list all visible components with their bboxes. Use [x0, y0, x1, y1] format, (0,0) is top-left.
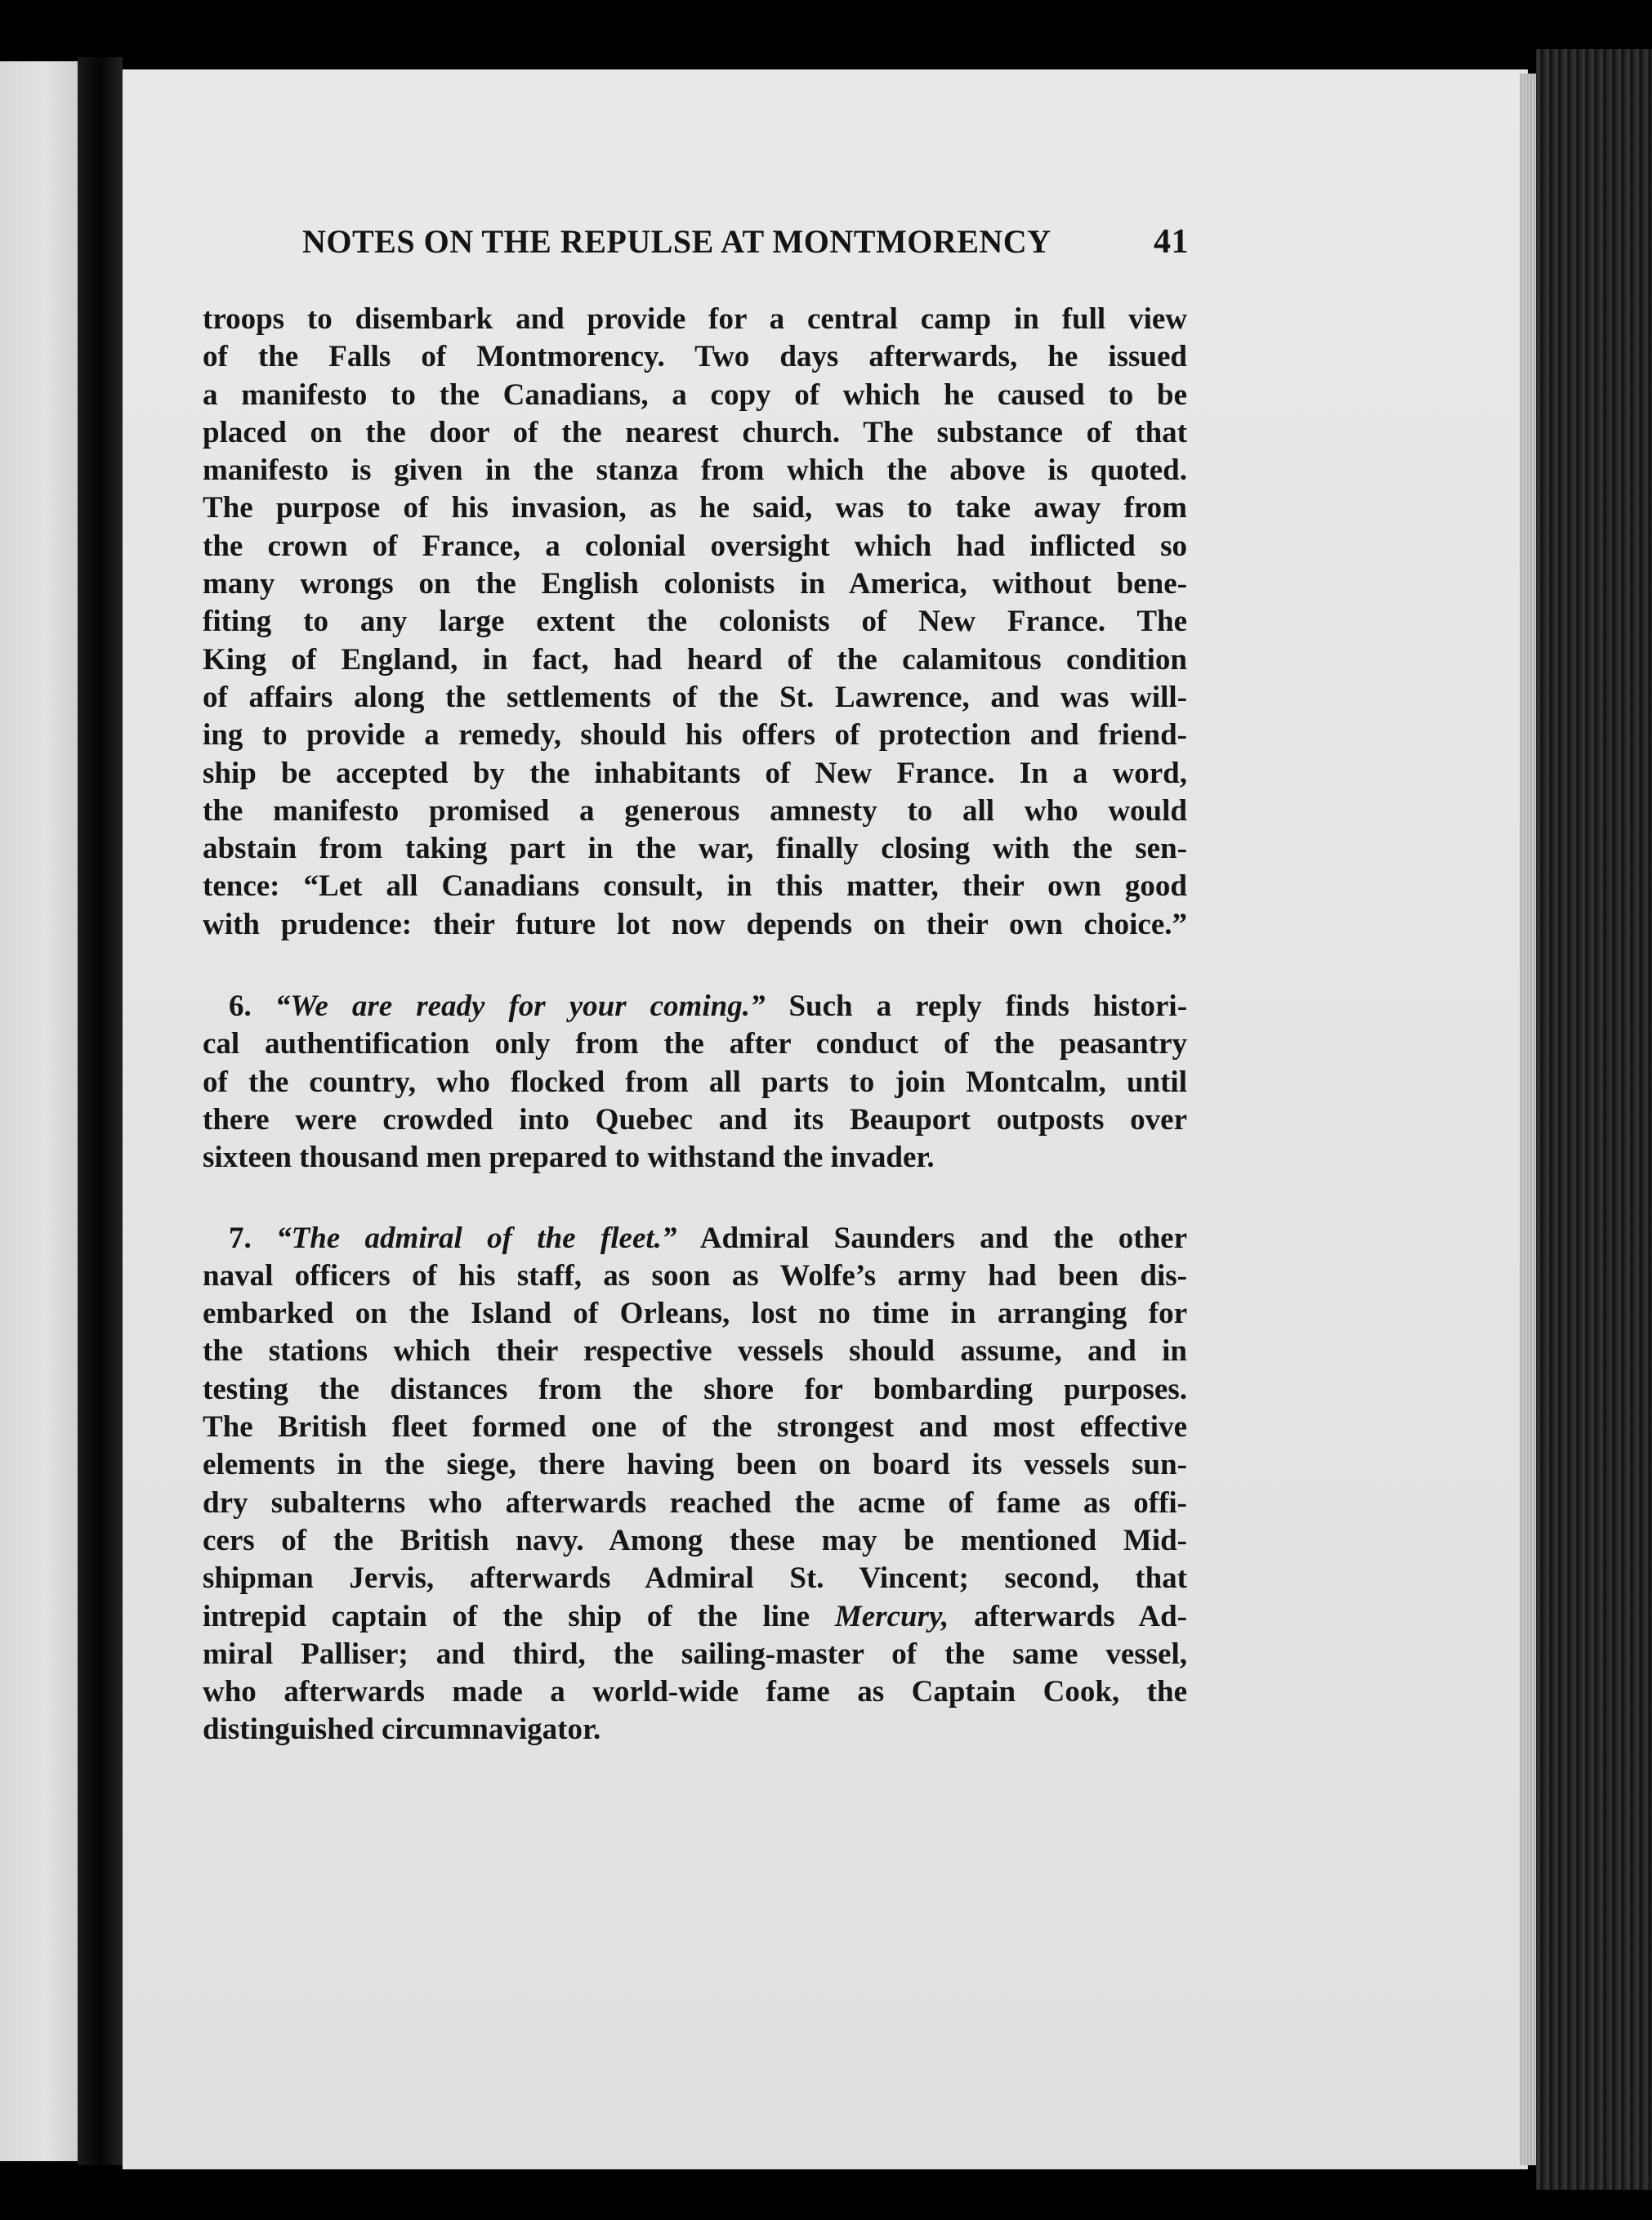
text-line: placed on the door of the nearest church. The substance of that	[203, 415, 1187, 449]
text-line: cal authentification only from the after conduct of the peasantry	[203, 1027, 1187, 1061]
note-6-first-line	[203, 988, 1187, 1025]
text-line: there were crowded into Quebec and its Beauport outposts over	[203, 1102, 1187, 1137]
text-line: embarked on the Island of Orleans, lost no time in arranging for	[203, 1297, 1187, 1331]
text-line: dry subalterns who afterwards reached the acme of fame as offi-	[203, 1485, 1187, 1520]
text-line: King of England, in fact, had heard of the calamitous condition	[203, 642, 1187, 677]
text-line: troops to disembark and provide for a central camp in full view	[203, 302, 1187, 336]
mercury-line-before: intrepid captain of the ship of the line	[203, 1599, 835, 1633]
text-line: ship be accepted by the inhabitants of New France. In a word,	[203, 756, 1187, 790]
mercury-line	[203, 1598, 1187, 1636]
text-line: sixteen thousand men prepared to withstand the invader.	[203, 1141, 935, 1175]
text-line: The British fleet formed one of the strongest and most effective	[203, 1410, 1187, 1445]
text-line: fiting to any large extent the colonists of New France. The	[203, 605, 1187, 639]
running-header-title: NOTES ON THE REPULSE AT MONTMORENCY	[302, 223, 1051, 260]
text-line: abstain from taking part in the war, finally closing with the sen-	[203, 832, 1187, 866]
text-line: cers of the British navy. Among these may be mentioned Mid-	[203, 1523, 1187, 1557]
note-7-first-line	[203, 1220, 1187, 1257]
text-line: with prudence: their future lot now depends on their own choice.”	[203, 907, 1187, 941]
text-line: tence: “Let all Canadians consult, in this matter, their own good	[203, 869, 1187, 904]
text-line: of affairs along the settlements of the St. Lawrence, and was will-	[203, 680, 1187, 714]
ship-name: Mercury,	[834, 1599, 949, 1633]
text-line: miral Palliser; and third, the sailing-master of the same vessel,	[203, 1637, 1187, 1671]
note-6-quote: “We are ready for your coming.”	[275, 989, 766, 1024]
left-facing-page-edge	[0, 61, 78, 2161]
text-line: shipman Jervis, afterwards Admiral St. Vincent; second, that	[203, 1561, 1187, 1596]
text-line: of the country, who flocked from all parts to join Montcalm, until	[203, 1065, 1187, 1099]
paragraph-1	[203, 301, 1187, 944]
text-line: the crown of France, a colonial oversight which had inflicted so	[203, 529, 1187, 563]
note-7	[203, 1220, 1187, 1749]
note-6	[203, 988, 1187, 1177]
text-line: who afterwards made a world-wide fame as Captain Cook, the	[203, 1675, 1187, 1709]
note-7-quote: “The admiral of the fleet.”	[276, 1221, 677, 1255]
text-line: elements in the siege, there having been on board its vessels sun-	[203, 1448, 1187, 1482]
text-line: ing to provide a remedy, should his offers of protection and friend-	[203, 718, 1187, 753]
text-line: manifesto is given in the stanza from which the above is quoted.	[203, 453, 1187, 488]
text-line: the stations which their respective vessels should assume, and in	[203, 1334, 1187, 1369]
text-line: The purpose of his invasion, as he said, was to take away from	[203, 491, 1187, 525]
page-number: 41	[1154, 223, 1189, 261]
text-line: the manifesto promised a generous amnesty to all who would	[203, 793, 1187, 828]
text-line: of the Falls of Montmorency. Two days afterwards, he issued	[203, 340, 1187, 374]
note-6-first-line-rest: Such a reply finds histori-	[788, 989, 1188, 1024]
text-line: naval officers of his staff, as soon as Wolfe’s army had been dis-	[203, 1258, 1187, 1293]
note-7-first-line-rest: Admiral Saunders and the other	[699, 1221, 1187, 1255]
note-6-number: 6.	[229, 989, 252, 1024]
text-line: many wrongs on the English colonists in America, without bene-	[203, 567, 1187, 601]
book-cover-edge	[1536, 49, 1652, 2190]
page-body	[203, 301, 1187, 1749]
text-line: testing the distances from the shore for bombarding purposes.	[203, 1372, 1187, 1406]
text-line: distinguished circumnavigator.	[203, 1713, 601, 1747]
running-header	[302, 222, 1189, 271]
note-7-number: 7.	[229, 1221, 252, 1255]
page-stack-edge	[1520, 74, 1536, 2165]
book-gutter	[78, 57, 123, 2165]
text-line: a manifesto to the Canadians, a copy of which he caused to be	[203, 377, 1187, 412]
mercury-line-after: afterwards Ad-	[949, 1599, 1187, 1633]
